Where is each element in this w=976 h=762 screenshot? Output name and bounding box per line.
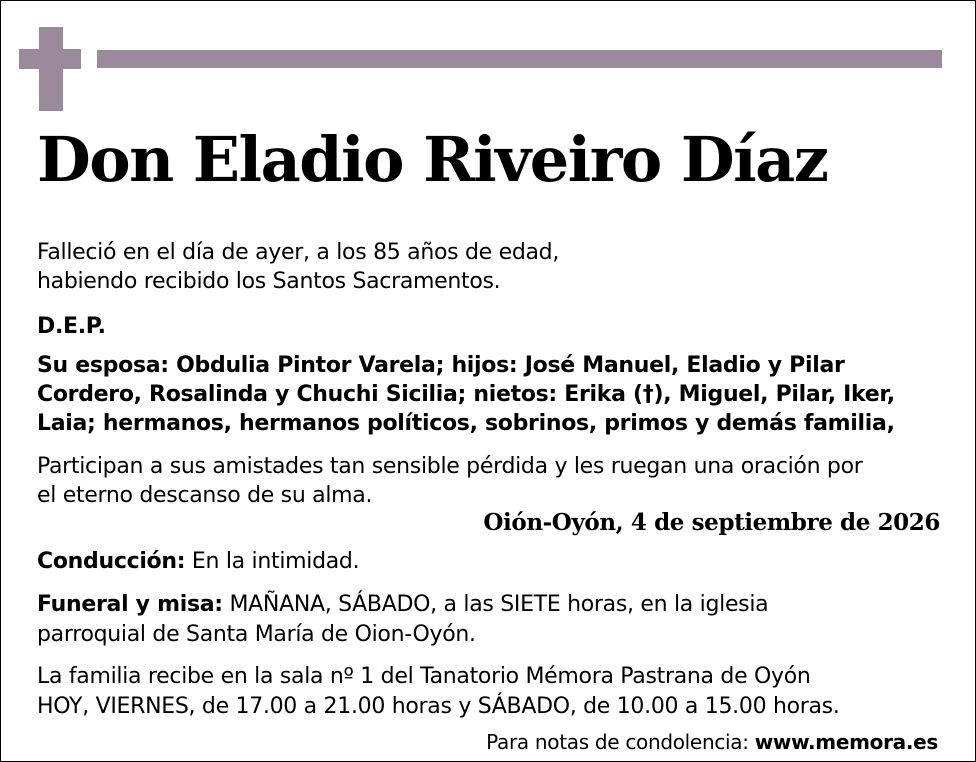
- place-and-date: Oión-Oyón, 4 de septiembre de 2026: [483, 509, 940, 536]
- family-line-3: Laia; hermanos, hermanos políticos, sobrinos, primos y demás familia,: [37, 411, 895, 436]
- conduccion-label: Conducción:: [37, 549, 186, 574]
- funeral-label: Funeral y misa:: [37, 592, 223, 617]
- deceased-name: Don Eladio Riveiro Díaz: [37, 123, 828, 196]
- intro-line-1: Falleció en el día de ayer, a los 85 años de edad,: [37, 240, 560, 265]
- wake-line-2: HOY, VIERNES, de 17.00 a 21.00 horas y SÁBADO, de 10.00 a 15.00 horas.: [37, 694, 840, 719]
- wake-line-1: La familia recibe en la sala nº 1 del Tanatorio Mémora Pastrana de Oyón: [37, 664, 811, 689]
- participation-line-2: el eterno descanso de su alma.: [37, 483, 373, 508]
- condolence-label: Para notas de condolencia:: [486, 730, 755, 754]
- header-rule: [97, 50, 942, 68]
- funeral-text: MAÑANA, SÁBADO, a las SIETE horas, en la iglesia: [222, 592, 769, 617]
- condolence-note: [486, 729, 938, 755]
- family-line-1: Su esposa: Obdulia Pintor Varela; hijos: José Manuel, Eladio y Pilar: [37, 353, 845, 378]
- condolence-url[interactable]: www.memora.es: [754, 730, 938, 754]
- conduccion-text: En la intimidad.: [185, 549, 360, 574]
- conduccion-line: [37, 547, 943, 576]
- funeral-line-1: [37, 590, 943, 619]
- participation-line-1: Participan a sus amistades tan sensible pérdida y les ruegan una oración por: [37, 454, 863, 479]
- intro-line-2: habiendo recibido los Santos Sacramentos.: [37, 269, 501, 294]
- funeral-line-2: parroquial de Santa María de Oion-Oyón.: [37, 622, 476, 647]
- family-line-2: Cordero, Rosalinda y Chuchi Sicilia; nietos: Erika (†), Miguel, Pilar, Iker,: [37, 382, 895, 407]
- dep-abbreviation: D.E.P.: [37, 314, 106, 339]
- cross-icon: [39, 27, 63, 111]
- cross-icon-crossbar: [19, 49, 81, 69]
